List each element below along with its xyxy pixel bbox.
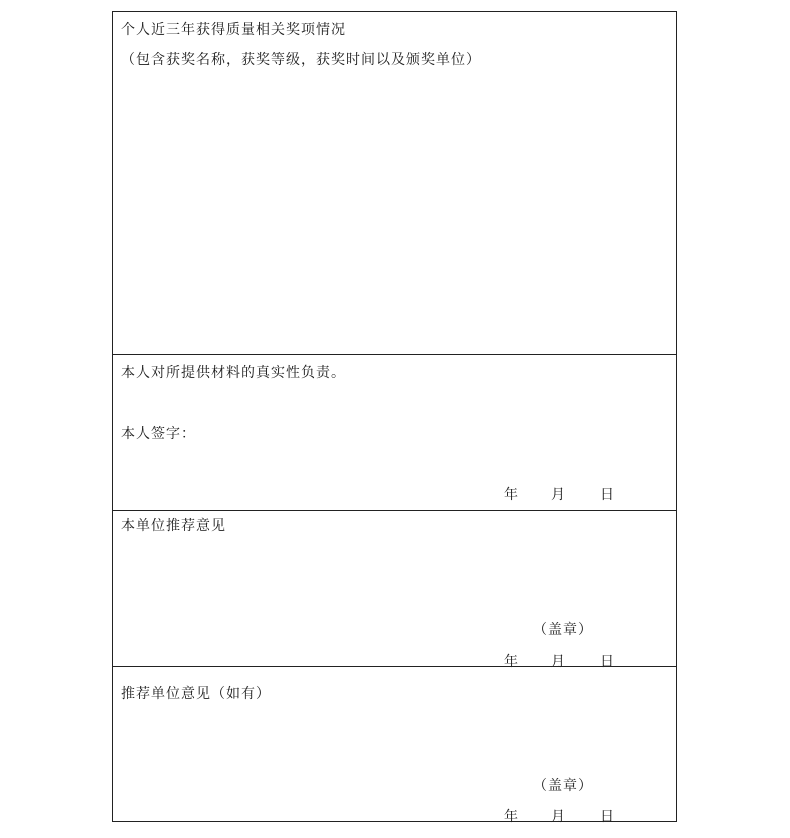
recommender-seal-label: （盖章） xyxy=(533,778,593,794)
form-table xyxy=(112,11,677,825)
signature-label: 本人签字： xyxy=(121,426,196,442)
signature-field[interactable] xyxy=(193,419,493,449)
declaration-section xyxy=(113,355,676,510)
declaration-statement: 本人对所提供材料的真实性负责。 xyxy=(121,365,346,381)
awards-title: 个人近三年获得质量相关奖项情况 xyxy=(121,22,346,38)
awards-input-area[interactable] xyxy=(113,76,676,354)
date-month: 月 xyxy=(551,654,565,670)
unit-opinion-section xyxy=(113,511,676,670)
date-year: 年 xyxy=(504,809,518,825)
date-month: 月 xyxy=(551,487,565,503)
date-day: 日 xyxy=(600,487,614,503)
awards-note: （包含获奖名称，获奖等级，获奖时间以及颁奖单位） xyxy=(121,52,481,68)
date-day: 日 xyxy=(600,809,614,825)
date-day: 日 xyxy=(600,654,614,670)
date-year: 年 xyxy=(504,654,518,670)
recommender-opinion-section xyxy=(113,667,676,825)
date-month: 月 xyxy=(551,809,565,825)
date-year: 年 xyxy=(504,487,518,503)
recommender-opinion-input-area[interactable] xyxy=(113,709,676,769)
unit-opinion-title: 本单位推荐意见 xyxy=(121,518,226,534)
awards-section xyxy=(113,12,676,354)
recommender-opinion-title: 推荐单位意见（如有） xyxy=(121,686,271,702)
unit-seal-label: （盖章） xyxy=(533,622,593,638)
unit-opinion-input-area[interactable] xyxy=(113,541,676,611)
